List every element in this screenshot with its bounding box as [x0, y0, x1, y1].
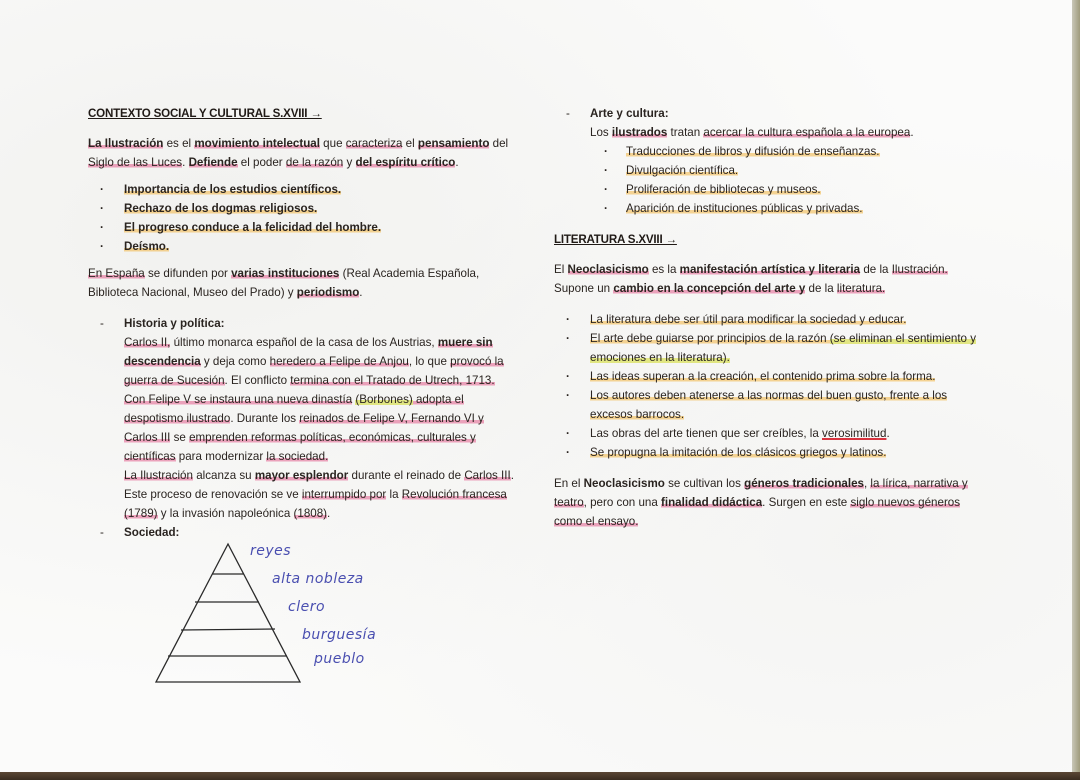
- text-run: adopta el despotismo ilustrado: [124, 393, 464, 425]
- text-run: y: [343, 156, 356, 169]
- pyramid-level-reyes: reyes: [250, 543, 292, 559]
- text-run: la: [386, 488, 402, 501]
- list-item: · Deísmo.: [88, 237, 518, 256]
- text-run: termina con el Tratado de Utrech, 1713.: [290, 374, 495, 387]
- text-run: interrumpido por: [301, 488, 387, 501]
- text-run: reinados de Felipe V, Fernando VI y Carlos III: [124, 412, 484, 444]
- text-run: literatura.: [836, 282, 886, 295]
- text-run: del: [489, 137, 509, 150]
- text-run: El arte debe guiarse por principios de la razón: [590, 332, 830, 345]
- text-run: , lo que: [408, 355, 451, 368]
- text-run: ilustrados: [611, 126, 668, 139]
- text-run: (Borbones): [355, 393, 413, 406]
- text-run: verosimilitud: [822, 427, 887, 440]
- text-run: ,: [863, 477, 871, 490]
- arts-intro: [554, 123, 984, 142]
- arts-list: [554, 104, 984, 218]
- literature-features-list: [554, 310, 984, 462]
- pyramid-level-burguesia: burguesía: [302, 627, 377, 643]
- text-run: Los: [590, 126, 612, 139]
- text-run: .: [455, 156, 459, 169]
- text-run: de la razón: [285, 156, 344, 169]
- text-run: muere sin descendencia: [124, 336, 493, 368]
- text-run: para modernizar: [175, 450, 267, 463]
- text-run: el poder: [237, 156, 286, 169]
- text-run: Los autores deben atenerse a las normas del buen gusto, frente a los excesos barrocos.: [590, 389, 948, 421]
- text-run: y deja como: [200, 355, 270, 368]
- text-run: de la: [860, 263, 892, 276]
- text-run: .: [182, 156, 189, 169]
- text-run: la lírica, narrativa y teatro: [554, 477, 968, 509]
- text-run: .: [359, 286, 363, 299]
- text-run: Ilustración.: [891, 263, 948, 276]
- text-run: .: [910, 126, 914, 139]
- pyramid-level-pueblo: pueblo: [314, 651, 365, 667]
- arts-title: - Arte y cultura:: [590, 107, 669, 120]
- list-item: · Traducciones de libros y difusión de enseñanzas.: [590, 142, 984, 161]
- history-society-list: [88, 314, 518, 542]
- text-run: En el: [554, 477, 584, 490]
- text-run: último monarca español de la casa de los Austrias,: [170, 336, 438, 349]
- text-run: (1808): [293, 507, 328, 520]
- list-item: · Aparición de instituciones públicas y privadas.: [590, 199, 984, 218]
- list-item: · Importancia de los estudios científicos.: [88, 180, 518, 199]
- literature-closing: [554, 474, 984, 531]
- history-p1: [124, 333, 518, 390]
- text-run: (se eliminan el sentimiento y emociones en la literatura).: [590, 332, 977, 364]
- text-run: que: [319, 137, 346, 150]
- text-run: de la: [805, 282, 837, 295]
- text-run: Las ideas superan a la creación, el contenido prima sobre la forma.: [590, 370, 936, 383]
- text-run: heredero a Felipe de Anjou: [269, 355, 409, 368]
- text-run: acercar la cultura española a la europea: [703, 126, 911, 139]
- text-run: periodismo: [296, 286, 360, 299]
- text-run: Carlos II,: [124, 336, 171, 349]
- left-column: [88, 104, 518, 690]
- text-run: del espíritu crítico: [355, 156, 456, 169]
- text-run: Neoclasicismo: [583, 477, 665, 490]
- text-run: finalidad didáctica: [661, 496, 763, 509]
- text-run: manifestación artística y literaria: [679, 263, 861, 276]
- arts-items: [590, 142, 984, 218]
- intro-paragraph: [88, 134, 518, 172]
- text-run: mayor esplendor: [254, 469, 349, 482]
- list-item: [554, 386, 984, 424]
- text-run: Neoclasicismo: [567, 263, 649, 276]
- right-column: [554, 104, 984, 531]
- text-run: . Surgen en este: [762, 496, 851, 509]
- text-run: Defiende: [188, 156, 238, 169]
- text-run: . Durante los: [230, 412, 300, 425]
- text-run: , pero con una: [583, 496, 662, 509]
- pyramid-level-clero: clero: [288, 599, 326, 615]
- text-run: el: [402, 137, 418, 150]
- text-run: alcanza su: [192, 469, 255, 482]
- text-run: siglo nuevos géneros como el ensayo.: [554, 496, 961, 528]
- text-run: Carlos III: [464, 469, 511, 482]
- text-run: se cultivan los: [664, 477, 745, 490]
- text-run: es la: [648, 263, 680, 276]
- section-heading-contexto: CONTEXTO SOCIAL Y CULTURAL S.XVIII →: [88, 107, 322, 120]
- text-run: es el: [163, 137, 195, 150]
- list-item: [554, 443, 984, 462]
- text-run: varias instituciones: [231, 267, 340, 280]
- list-item: · Rechazo de los dogmas religiosos.: [88, 199, 518, 218]
- list-item: [554, 424, 984, 443]
- text-run: pensamiento: [417, 137, 490, 150]
- text-run: Las obras del arte tienen que ser creíbles, la: [590, 427, 823, 440]
- list-item: · Divulgación científica.: [590, 161, 984, 180]
- text-run: La Ilustración: [88, 137, 164, 150]
- text-run: . El conflicto: [224, 374, 291, 387]
- pyramid-level-alta-nobleza: alta nobleza: [272, 571, 364, 587]
- spain-paragraph: [88, 264, 518, 302]
- text-run: se difunden por: [144, 267, 232, 280]
- list-item: · El progreso conduce a la felicidad del hombre.: [88, 218, 518, 237]
- history-p3: [124, 466, 518, 523]
- list-item: [554, 310, 984, 329]
- text-run: provocó la guerra de Sucesión: [124, 355, 504, 387]
- text-run: y la invasión napoleónica: [157, 507, 294, 520]
- social-pyramid-diagram: [146, 540, 446, 690]
- text-run: tratan: [667, 126, 704, 139]
- text-run: cambio en la concepción del arte y: [613, 282, 806, 295]
- society-title: - Sociedad:: [124, 526, 180, 539]
- text-run: La literatura debe ser útil para modificar la sociedad y educar.: [590, 313, 907, 326]
- text-run: .: [886, 427, 890, 440]
- features-list: [88, 180, 518, 256]
- text-run: Con Felipe V se instaura una nueva dinastía: [124, 393, 353, 406]
- text-run: . Este proceso de renovación se ve: [124, 469, 514, 501]
- paper-edge-right: [1072, 0, 1080, 780]
- section-heading-literatura: LITERATURA S.XVIII →: [554, 233, 677, 246]
- text-run: Siglo de las Luces: [88, 156, 183, 169]
- text-run: géneros tradicionales: [744, 477, 864, 490]
- list-item: [554, 329, 984, 367]
- literature-intro: [554, 260, 984, 298]
- text-run: movimiento intelectual: [194, 137, 320, 150]
- list-item: · Proliferación de bibliotecas y museos.: [590, 180, 984, 199]
- text-run: durante el reinado de: [348, 469, 465, 482]
- table-surface-bottom: [0, 772, 1080, 780]
- text-run: .: [327, 507, 331, 520]
- text-run: Se propugna la imitación de los clásicos griegos y latinos.: [590, 446, 887, 459]
- text-run: Supone un: [554, 282, 614, 295]
- list-item: [554, 367, 984, 386]
- history-title: - Historia y política:: [124, 317, 225, 330]
- text-run: La Ilustración: [124, 469, 193, 482]
- arts-section: [554, 104, 984, 218]
- text-run: emprenden reformas políticas, económicas, culturales y científicas: [124, 431, 476, 463]
- text-run: Revolución francesa (1789): [124, 488, 507, 520]
- text-run: se: [170, 431, 190, 444]
- text-run: El: [554, 263, 568, 276]
- text-run: En España: [88, 267, 145, 280]
- text-run: caracteriza: [345, 137, 403, 150]
- history-p2: [124, 390, 518, 466]
- text-run: (Real Academia Española, Biblioteca Nacional, Museo del Prado) y: [88, 267, 480, 299]
- history-section: [88, 314, 518, 523]
- text-run: la sociedad.: [266, 450, 329, 463]
